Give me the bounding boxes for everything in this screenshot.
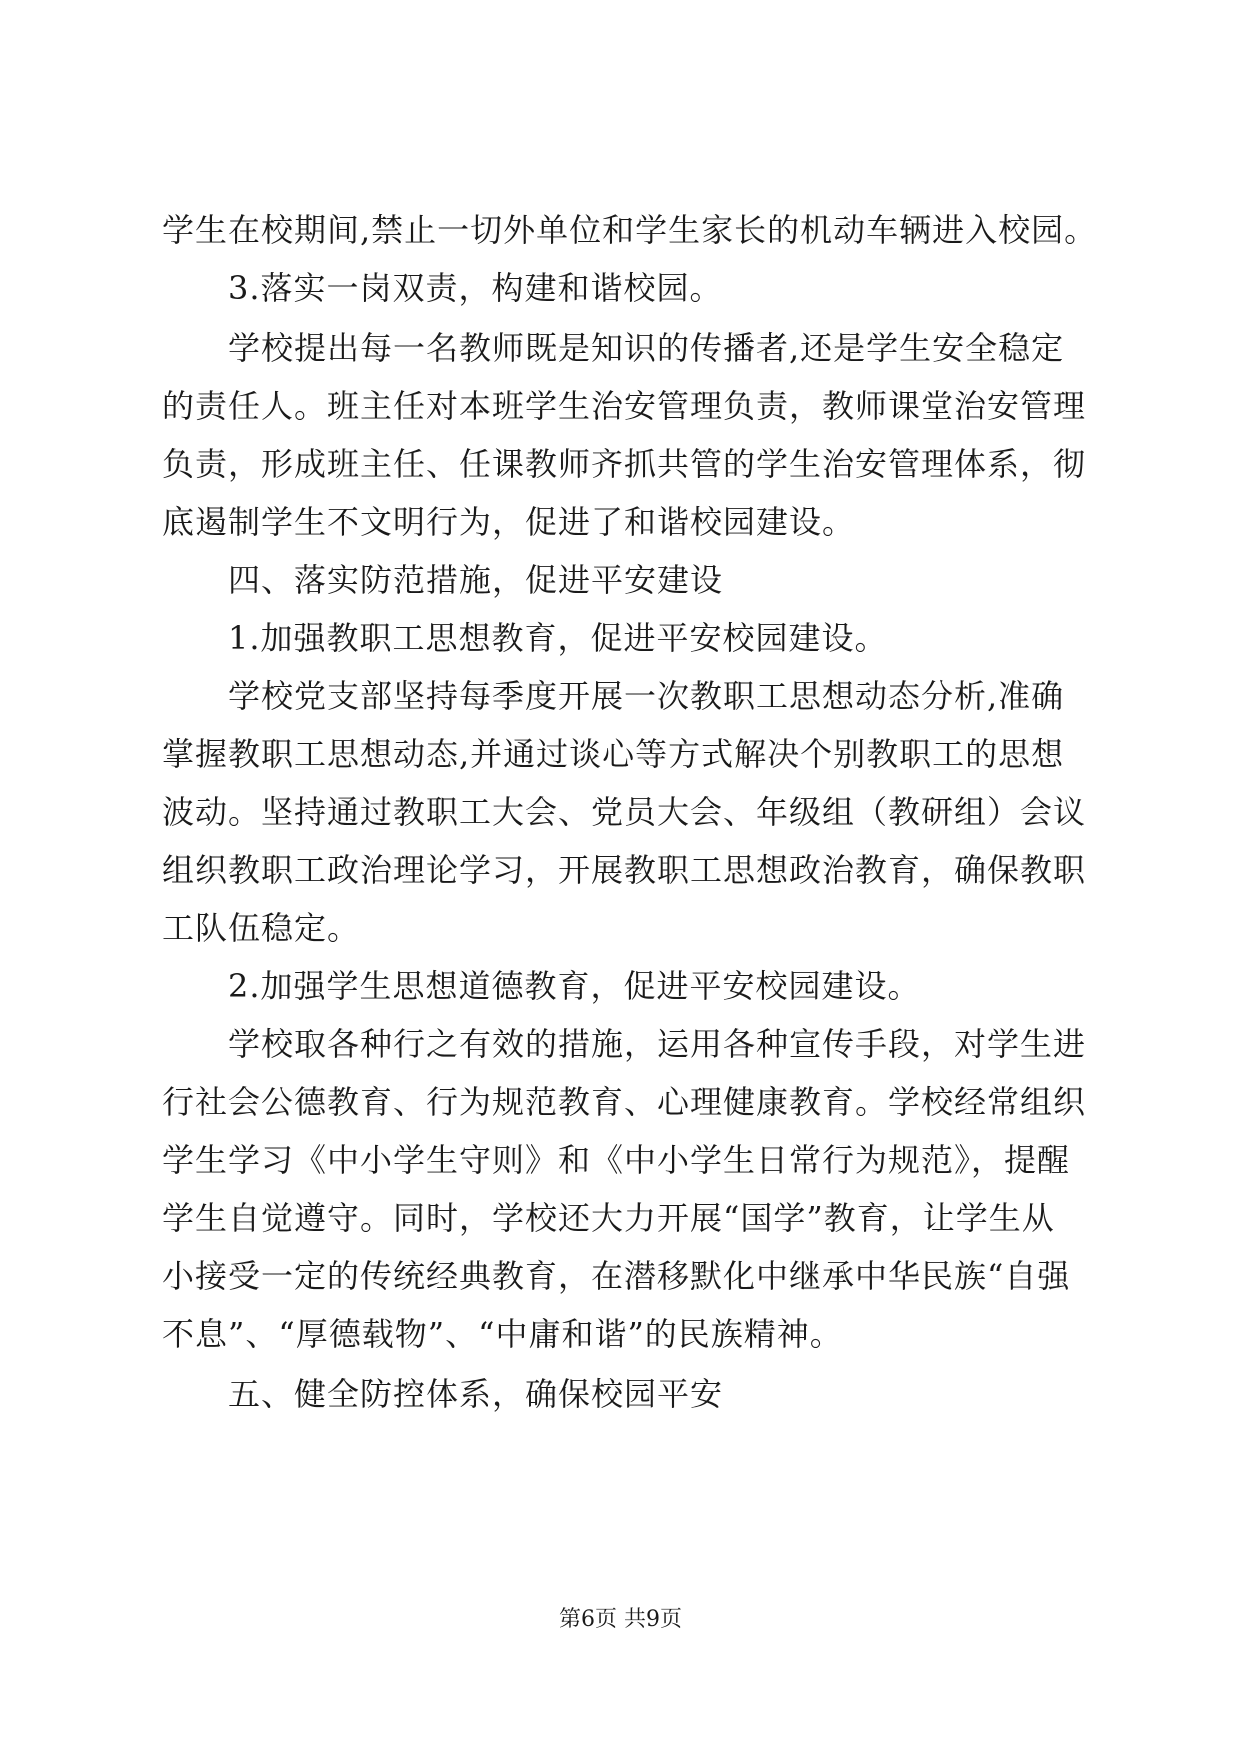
body-line: 负责，形成班主任、任课教师齐抓共管的学生治安管理体系，彻 [162,445,1087,483]
paragraph-first-line: 学校取各种行之有效的措施，运用各种宣传手段，对学生进 [228,1025,1087,1063]
body-line: 不息”、“厚德载物”、“中庸和谐”的民族精神。 [162,1315,843,1353]
body-line: 工队伍稳定。 [162,909,361,947]
body-line: 小接受一定的传统经典教育，在潜移默化中继承中华民族“自强 [162,1257,1071,1295]
body-line: 行社会公德教育、行为规范教育、心理健康教育。学校经常组织 [162,1083,1087,1121]
body-line: 学生学习《中小学生守则》和《中小学生日常行为规范》，提醒 [162,1141,1071,1179]
body-line: 学生自觉遵守。同时，学校还大力开展“国学”教育，让学生从 [162,1199,1055,1237]
numbered-item-3: 3.落实一岗双责，构建和谐校园。 [228,269,723,307]
body-line: 组织教职工政治理论学习，开展教职工思想政治教育，确保教职 [162,851,1087,889]
numbered-item-1: 1.加强教职工思想教育，促进平安校园建设。 [228,619,888,657]
body-line: 底遏制学生不文明行为，促进了和谐校园建设。 [162,503,856,541]
body-line: 掌握教职工思想动态,并通过谈心等方式解决个别教职工的思想 [162,735,1065,773]
section-heading-4: 四、落实防范措施，促进平安建设 [228,561,724,599]
numbered-item-2: 2.加强学生思想道德教育，促进平安校园建设。 [228,967,921,1005]
body-line: 学生在校期间,禁止一切外单位和学生家长的机动车辆进入校园。 [162,211,1098,249]
body-line: 波动。坚持通过教职工大会、党员大会、年级组（教研组）会议 [162,793,1087,831]
page-footer: 第6页 共9页 [559,1607,682,1632]
section-heading-5: 五、健全防控体系，确保校园平安 [228,1375,724,1413]
paragraph-first-line: 学校提出每一名教师既是知识的传播者,还是学生安全稳定 [228,329,1065,367]
body-line: 的责任人。班主任对本班学生治安管理负责，教师课堂治安管理 [162,387,1087,425]
paragraph-first-line: 学校党支部坚持每季度开展一次教职工思想动态分析,准确 [228,677,1065,715]
